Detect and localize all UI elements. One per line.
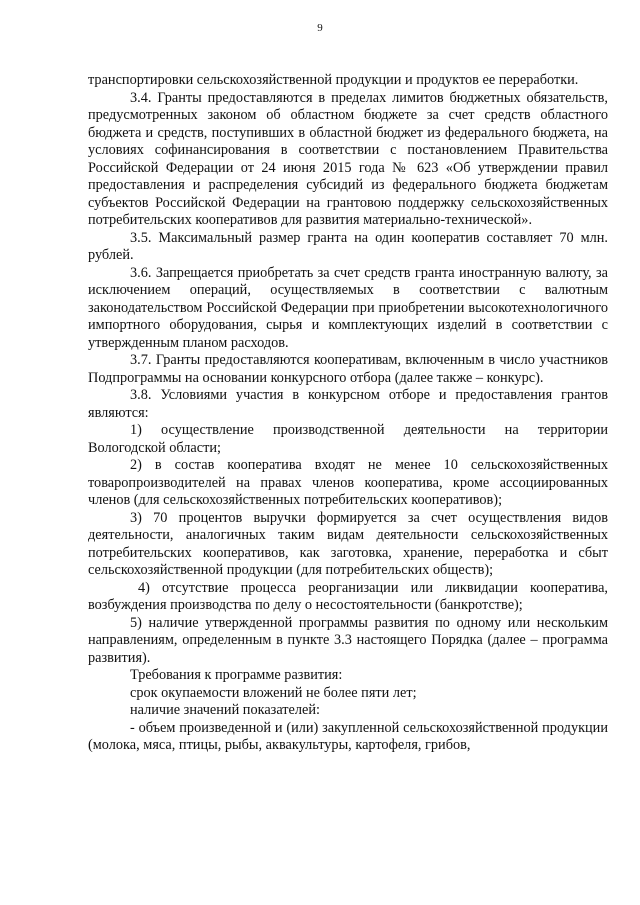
condition-3: 3) 70 процентов выручки формируется за счет осуществления видов деятельности, аналогичных таким видам деятельности сельскохозяйственных потребительских кооперативов, как заготовка, хранение, переработка и сбыт сельскохозяйственной продукции (для потребительских обществ);	[88, 509, 608, 578]
paragraph-3-4: 3.4. Гранты предоставляются в пределах лимитов бюджетных обязательств, предусмотренных законом об областном бюджете за счет средств областного бюджета и средств, поступивших в областной бюджет из федерального бюджета, на условиях софинансирования в соответствии с постановлением Правительства Российской Федерации от 24 июня 2015 года № 623 «Об утверждении правил предоставления и распределения субсидий из федерального бюджета бюджетам субъектов Российской Федерации на грантовою поддержку сельскохозяйственных потребительских кооперативов для развития материально-технической».	[88, 89, 608, 228]
page-number: 9	[317, 22, 323, 34]
condition-2: 2) в состав кооператива входят не менее 10 сельскохозяйственных товаропроизводителей на правах членов кооператива, кроме ассоциированных членов (для сельскохозяйственных потребительских кооперативов);	[88, 457, 608, 508]
paragraph-3-7: 3.7. Гранты предоставляются кооперативам, включенным в число участников Подпрограммы на основании конкурсного отбора (далее также – конкурс).	[88, 352, 608, 386]
program-requirements-heading: Требования к программе развития:	[130, 667, 343, 683]
requirement-indicators: наличие значений показателей:	[130, 702, 320, 718]
requirement-payback-period: срок окупаемости вложений не более пяти лет;	[130, 684, 417, 701]
condition-5: 5) наличие утвержденной программы развития по одному или нескольким направлениям, определенным в пункте 3.3 настоящего Порядка (далее – программа развития).	[88, 614, 608, 666]
indicator-production-volume: - объем произведенной и (или) закупленной сельскохозяйственной продукции (молока, мяса, птицы, рыбы, аквакультуры, картофеля, грибов,	[88, 719, 608, 753]
paragraph-3-5: 3.5. Максимальный размер гранта на один кооператив составляет 70 млн. рублей.	[88, 229, 608, 263]
paragraph-3-6: 3.6. Запрещается приобретать за счет средств гранта иностранную валюту, за исключением операций, осуществляемых в соответствии с валютным законодательством Российской Федерации при приобретении высокотехнологичного импортного оборудования, сырья и комплектующих изделий в соответствии с утвержденным планом расходов.	[88, 264, 608, 351]
paragraph-transport-continuation: транспортировки сельскохозяйственной продукции и продуктов ее переработки.	[88, 72, 579, 88]
paragraph-3-8: 3.8. Условиями участия в конкурсном отборе и предоставления грантов являются:	[88, 387, 608, 421]
condition-4: 4) отсутствие процесса реорганизации или ликвидации кооператива, возбуждения производства по делу о несостоятельности (банкротстве);	[88, 579, 608, 613]
document-body	[88, 72, 608, 755]
condition-1: 1) осуществление производственной деятельности на территории Вологодской области;	[88, 422, 608, 456]
